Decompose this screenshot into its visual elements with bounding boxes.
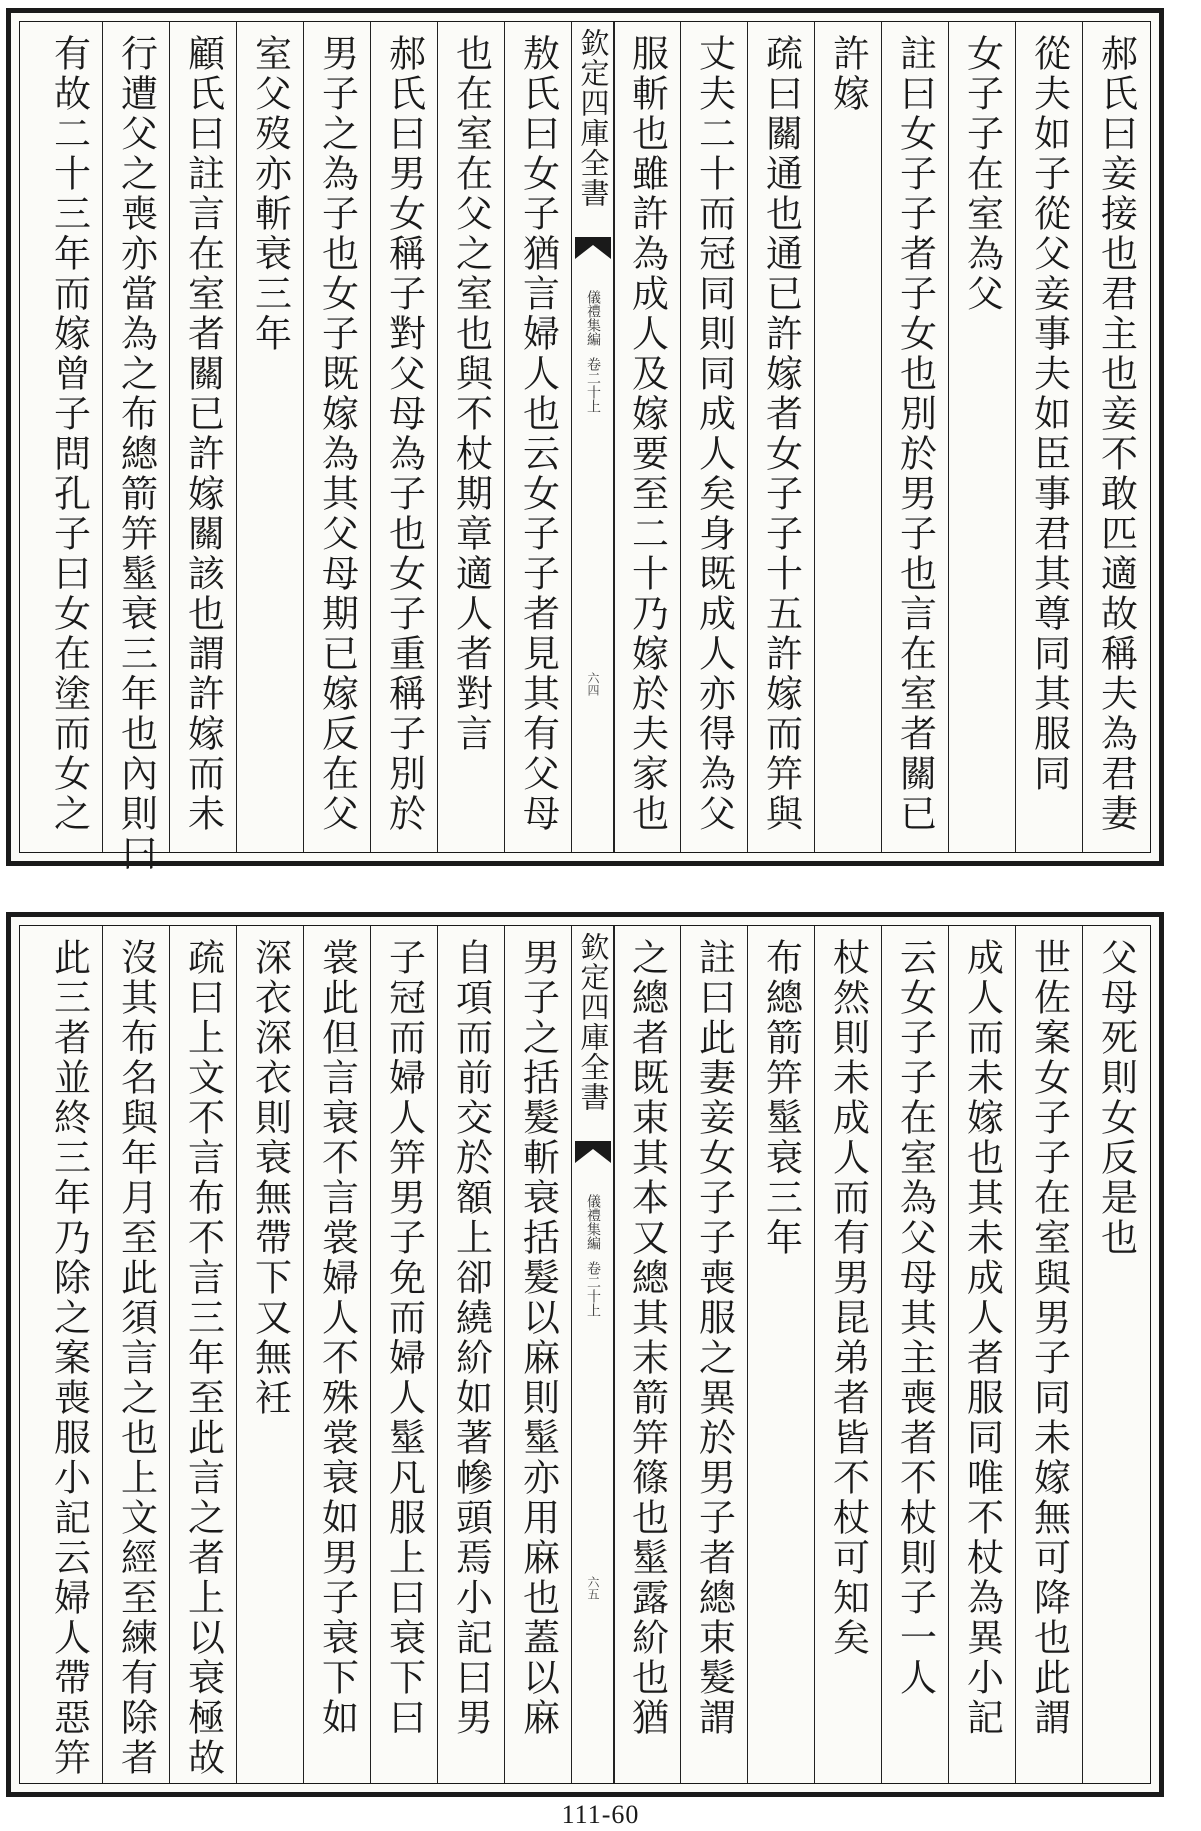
leaf-number: 六五 xyxy=(586,1576,600,1600)
column-text: 敖氏曰女子猶言婦人也云女子子者見其有父母 xyxy=(516,34,560,834)
text-column xyxy=(236,34,304,842)
column-text: 也在室在父之室也與不杖期章適人者對言 xyxy=(449,34,493,754)
bottom-page-panel xyxy=(6,912,1164,1797)
text-column xyxy=(504,34,572,842)
text-column xyxy=(613,34,681,842)
top-page-panel xyxy=(6,8,1164,874)
column-text: 郝氏曰妾接也君主也妾不敢匹適故稱夫為君妻 xyxy=(1094,34,1138,834)
column-text: 男子之為子也女子既嫁為其父母期已嫁反在父 xyxy=(315,34,359,834)
collection-subtitle: 儀禮集編 xyxy=(585,290,601,346)
column-text: 世佐案女子子在室與男子同未嫁無可降也此謂 xyxy=(1027,938,1071,1738)
column-text: 註曰女子子者子女也別於男子也言在室者關已 xyxy=(893,34,937,834)
column-text: 子冠而婦人笄男子免而婦人髽凡服上曰衰下曰 xyxy=(382,938,426,1738)
leaf-number: 六四 xyxy=(586,672,600,696)
collection-subtitle: 儀禮集編 xyxy=(585,1194,601,1250)
column-text: 室父歿亦斬衰三年 xyxy=(248,34,292,354)
column-text: 女子子在室為父 xyxy=(960,34,1004,314)
column-text: 從夫如子從父妾事夫如臣事君其尊同其服同 xyxy=(1027,34,1071,794)
text-column xyxy=(437,34,505,842)
page-number: 111-60 xyxy=(561,1800,640,1829)
center-fold-column xyxy=(571,926,615,1783)
text-column xyxy=(437,938,505,1773)
column-text: 郝氏曰男女稱子對父母為子也女子重稱子別於 xyxy=(382,34,426,834)
text-column xyxy=(236,938,304,1773)
bottom-page-frame xyxy=(19,925,1151,1784)
text-column xyxy=(303,34,371,842)
text-column xyxy=(680,938,748,1773)
top-page-frame xyxy=(19,21,1151,874)
text-column xyxy=(1082,34,1150,842)
text-column xyxy=(814,34,882,842)
text-column xyxy=(948,34,1016,842)
volume-label: 卷二十上 xyxy=(585,1261,601,1317)
text-column xyxy=(613,938,681,1773)
text-column xyxy=(680,34,748,842)
center-fold-column xyxy=(571,22,615,852)
book-title: 欽定四庫全書 xyxy=(576,932,611,1112)
text-column xyxy=(102,938,170,1778)
column-text: 父母死則女反是也 xyxy=(1094,938,1138,1258)
column-text: 顧氏曰註言在室者關已許嫁關該也謂許嫁而未 xyxy=(181,34,225,834)
text-column xyxy=(1015,34,1083,842)
text-column xyxy=(747,938,815,1773)
column-text: 丈夫二十而冠同則同成人矣身既成人亦得為父 xyxy=(692,34,736,834)
volume-label: 卷二十上 xyxy=(585,357,601,413)
column-text: 服斬也雖許為成人及嫁要至二十乃嫁於夫家也 xyxy=(625,34,669,834)
column-text: 裳此但言衰不言裳婦人不殊裳衰如男子衰下如 xyxy=(315,938,359,1738)
column-text: 疏曰關通也通已許嫁者女子子十五許嫁而笄與 xyxy=(759,34,803,834)
column-text: 疏曰上文不言布不言三年至此言之者上以衰極故 xyxy=(181,938,225,1778)
text-column xyxy=(948,938,1016,1773)
text-column xyxy=(1015,938,1083,1773)
column-text: 深衣深衣則衰無帶下又無衽 xyxy=(248,938,292,1418)
text-column xyxy=(1082,938,1150,1773)
text-column xyxy=(370,938,438,1773)
text-column xyxy=(35,938,103,1778)
column-text: 杖然則未成人而有男昆弟者皆不杖可知矣 xyxy=(826,938,870,1658)
column-text: 行遭父之喪亦當為之布總箭笄髽衰三年也內則曰 xyxy=(114,34,158,874)
text-column xyxy=(303,938,371,1773)
book-title: 欽定四庫全書 xyxy=(576,28,611,208)
text-column xyxy=(504,938,572,1773)
column-text: 之總者既束其本又總其末箭笄篠也髽露紒也猶 xyxy=(625,938,669,1738)
text-column xyxy=(169,34,237,842)
column-text: 註曰此妻妾女子子喪服之異於男子者總束髮謂 xyxy=(692,938,736,1738)
text-column xyxy=(35,34,103,842)
column-text: 許嫁 xyxy=(826,34,870,114)
text-column xyxy=(370,34,438,842)
column-text: 男子之括髮斬衰括髮以麻則髽亦用麻也蓋以麻 xyxy=(516,938,560,1738)
column-text: 有故二十三年而嫁曾子問孔子曰女在塗而女之 xyxy=(47,34,91,834)
column-text: 布總箭笄髽衰三年 xyxy=(759,938,803,1258)
column-text: 云女子子在室為父母其主喪者不杖則子一人 xyxy=(893,938,937,1698)
text-column xyxy=(169,938,237,1778)
text-column xyxy=(747,34,815,842)
text-column xyxy=(102,34,170,874)
column-text: 成人而未嫁也其未成人者服同唯不杖為異小記 xyxy=(960,938,1004,1738)
fishtail-mark-icon xyxy=(575,237,611,259)
fishtail-mark-icon xyxy=(575,1141,611,1163)
column-text: 沒其布名與年月至此須言之也上文經至練有除者 xyxy=(114,938,158,1778)
text-column xyxy=(881,34,949,842)
column-text: 此三者並終三年乃除之案喪服小記云婦人帶惡笄 xyxy=(47,938,91,1778)
column-text: 自項而前交於額上卻繞紒如著幓頭焉小記曰男 xyxy=(449,938,493,1738)
text-column xyxy=(814,938,882,1773)
text-column xyxy=(881,938,949,1773)
